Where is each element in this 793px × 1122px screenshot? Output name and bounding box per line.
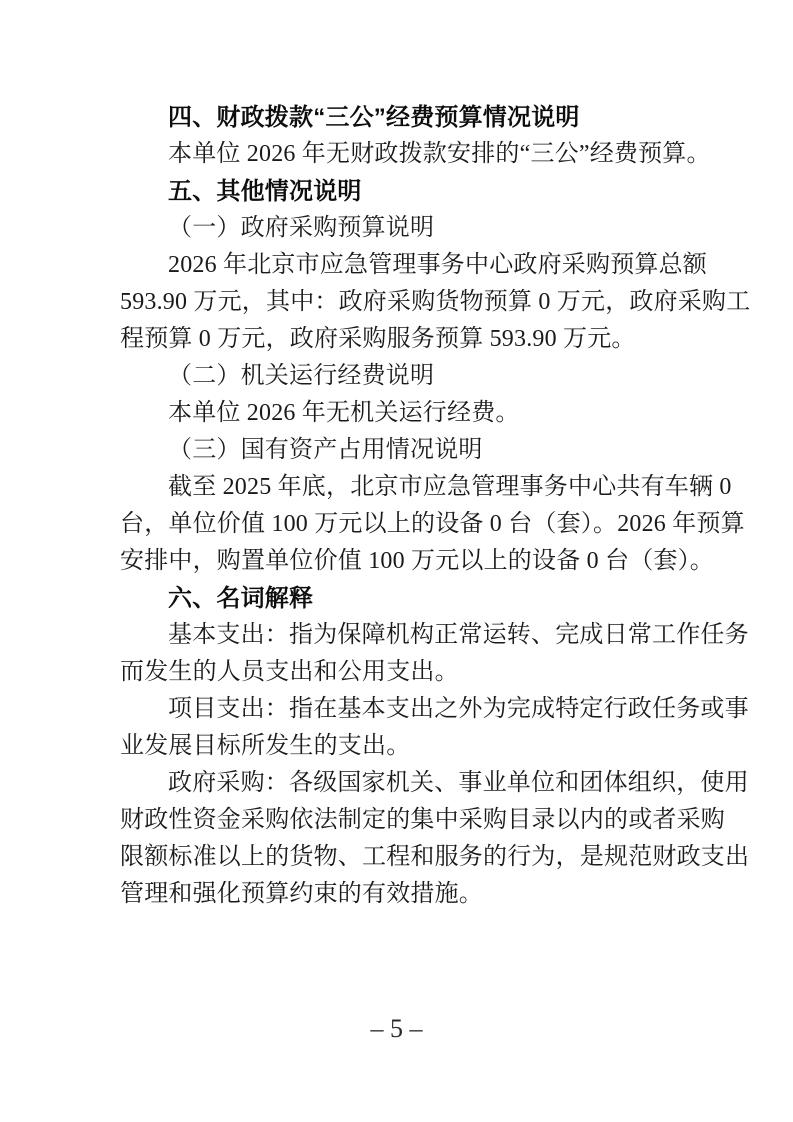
text-line: 2026 年北京市应急管理事务中心政府采购预算总额 [168,252,707,278]
para-gov-procurement-definition [120,765,750,913]
text-line: 593.90 万元，其中：政府采购货物预算 0 万元，政府采购工 [120,289,751,315]
text-line: 本单位 2026 年无财政拨款安排的“三公”经费预算。 [168,141,711,167]
text-line: 台，单位价值 100 万元以上的设备 0 台（套）。2026 年预算 [120,511,745,537]
text-line: 截至 2025 年底，北京市应急管理事务中心共有车辆 0 [168,474,732,500]
para-no-three-public-budget [120,136,711,173]
para-gov-procurement-budget [120,247,751,358]
text-line: 政府采购：各级国家机关、事业单位和团体组织，使用 [168,770,749,796]
heading-section-6-glossary [120,580,698,617]
subheading-state-owned-assets [120,432,698,469]
para-project-expenditure-definition [120,691,749,765]
text-line: 而发生的人员支出和公用支出。 [120,659,459,685]
text-line: 管理和强化预算约束的有效措施。 [120,881,483,907]
text-line: 本单位 2026 年无机关运行经费。 [168,400,520,426]
text-line: （一）政府采购预算说明 [168,215,435,241]
text-line: （二）机关运行经费说明 [168,363,435,389]
text-line: 程预算 0 万元，政府采购服务预算 593.90 万元。 [120,326,636,352]
text-line: 五、其他情况说明 [168,178,362,205]
text-line: 项目支出：指在基本支出之外为完成特定行政任务或事 [168,696,749,722]
text-line: 财政性资金采购依法制定的集中采购目录以内的或者采购 [120,807,725,833]
text-line: 限额标准以上的货物、工程和服务的行为，是规范财政支出 [120,844,750,870]
text-line: 安排中，购置单位价值 100 万元以上的设备 0 台（套）。 [120,548,714,574]
text-line: 业发展目标所发生的支出。 [120,733,411,759]
text-line: 四、财政拨款“三公”经费预算情况说明 [168,104,580,131]
text-line: 基本支出：指为保障机构正常运转、完成日常工作任务 [168,622,749,648]
text-line: 六、名词解释 [168,585,314,612]
text-line: （三）国有资产占用情况说明 [168,437,483,463]
para-state-owned-assets [120,469,745,580]
page-number: – 5 – [370,1014,423,1043]
para-basic-expenditure-definition [120,617,749,691]
subheading-agency-operating-expenses [120,358,698,395]
document-body [120,99,751,913]
heading-section-5-other-notes [120,173,698,210]
heading-section-4-three-public-funds [120,99,698,136]
para-no-operating-expenses [120,395,698,432]
subheading-gov-procurement-budget [120,210,698,247]
